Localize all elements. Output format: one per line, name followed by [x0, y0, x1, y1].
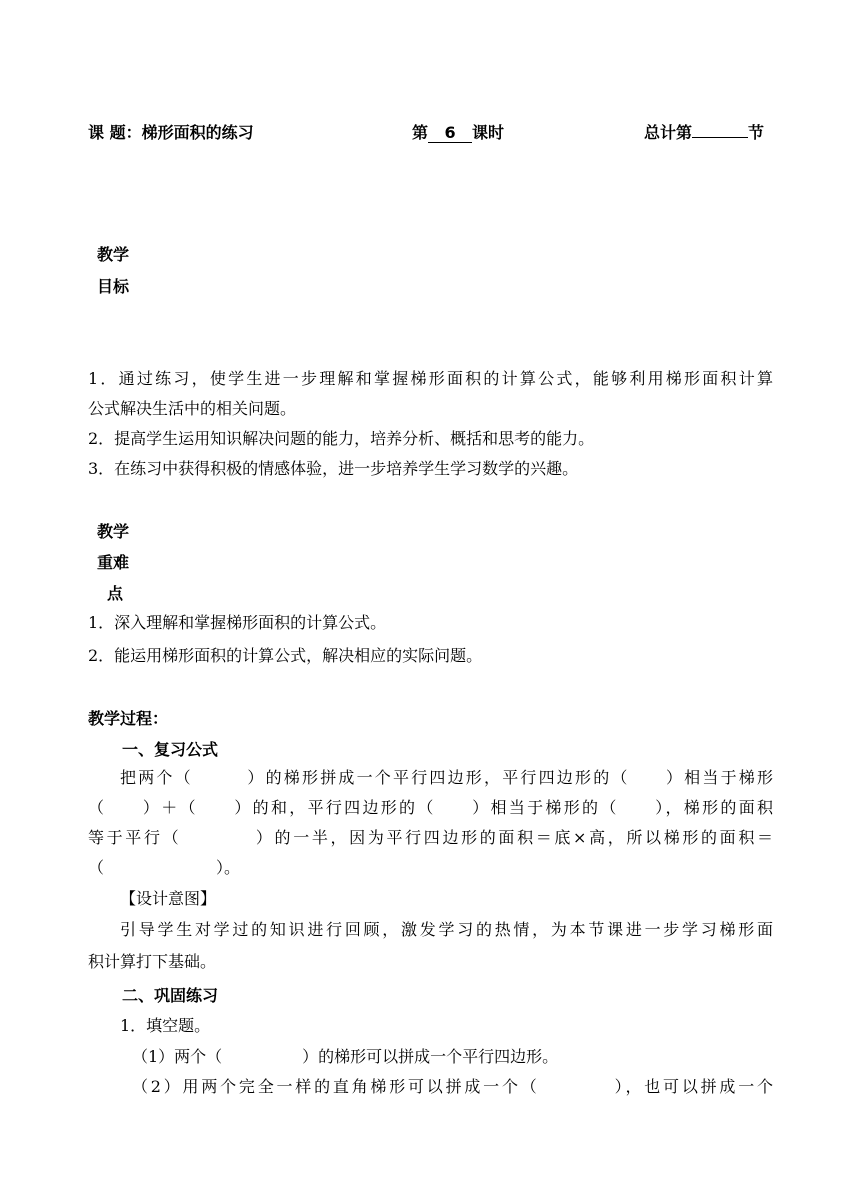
objective-item-1: 1．通过练习，使学生进一步理解和掌握梯形面积的计算公式，能够利用梯形面积计算 — [88, 369, 773, 388]
keypoint-item-2: 2．能运用梯形面积的计算公式，解决相应的实际问题。 — [88, 646, 483, 665]
section2-title: 二、巩固练习 — [122, 986, 219, 1005]
keypoints-label-line1: 教学 — [97, 522, 130, 541]
lesson-prefix: 第 — [412, 123, 429, 142]
total-count-blank — [692, 137, 748, 138]
total-suffix: 节 — [748, 123, 765, 142]
objective-item-2: 2．提高学生运用知识解决问题的能力，培养分析、概括和思考的能力。 — [88, 429, 595, 448]
section1-title: 一、复习公式 — [122, 740, 219, 759]
topic-title: 梯形面积的练习 — [141, 123, 254, 142]
lesson-number-heading — [412, 120, 504, 143]
objectives-label-line2: 目标 — [97, 277, 130, 296]
section1-line-4: （ ）。 — [88, 858, 241, 877]
question-1-1: （1）两个（ ）的梯形可以拼成一个平行四边形。 — [132, 1047, 559, 1066]
design-intent-line-1: 引导学生对学过的知识进行回顾，激发学习的热情，为本节课进一步学习梯形面 — [120, 920, 773, 939]
topic-heading — [88, 120, 254, 143]
section1-line-2: （ ）＋（ ）的和，平行四边形的（ ）相当于梯形的（ ），梯形的面积 — [88, 798, 773, 817]
lesson-number: 6 — [428, 124, 472, 143]
section1-line-3: 等于平行（ ）的一半，因为平行四边形的面积＝底×高，所以梯形的面积＝ — [88, 828, 773, 847]
objective-item-1-cont: 公式解决生活中的相关问题。 — [88, 399, 297, 418]
process-title: 教学过程： — [88, 709, 169, 728]
topic-label: 课 题： — [88, 123, 142, 142]
lesson-suffix: 课时 — [472, 123, 505, 142]
total-count-heading — [644, 120, 764, 143]
question-1: 1．填空题。 — [120, 1016, 211, 1035]
keypoints-label-line2: 重难 — [97, 553, 130, 572]
design-intent-label: 【设计意图】 — [120, 889, 217, 908]
design-intent-line-2: 积计算打下基础。 — [88, 952, 217, 971]
keypoint-item-1: 1．深入理解和掌握梯形面积的计算公式。 — [88, 613, 387, 632]
keypoints-label-line3: 点 — [107, 584, 124, 603]
section1-line-1: 把两个（ ）的梯形拼成一个平行四边形，平行四边形的（ ）相当于梯形 — [120, 768, 773, 787]
objective-item-3: 3．在练习中获得积极的情感体验，进一步培养学生学习数学的兴趣。 — [88, 459, 579, 478]
objectives-label-line1: 教学 — [97, 245, 130, 264]
total-prefix: 总计第 — [644, 123, 693, 142]
question-1-2: （2）用两个完全一样的直角梯形可以拼成一个（ ），也可以拼成一个 — [132, 1077, 773, 1096]
